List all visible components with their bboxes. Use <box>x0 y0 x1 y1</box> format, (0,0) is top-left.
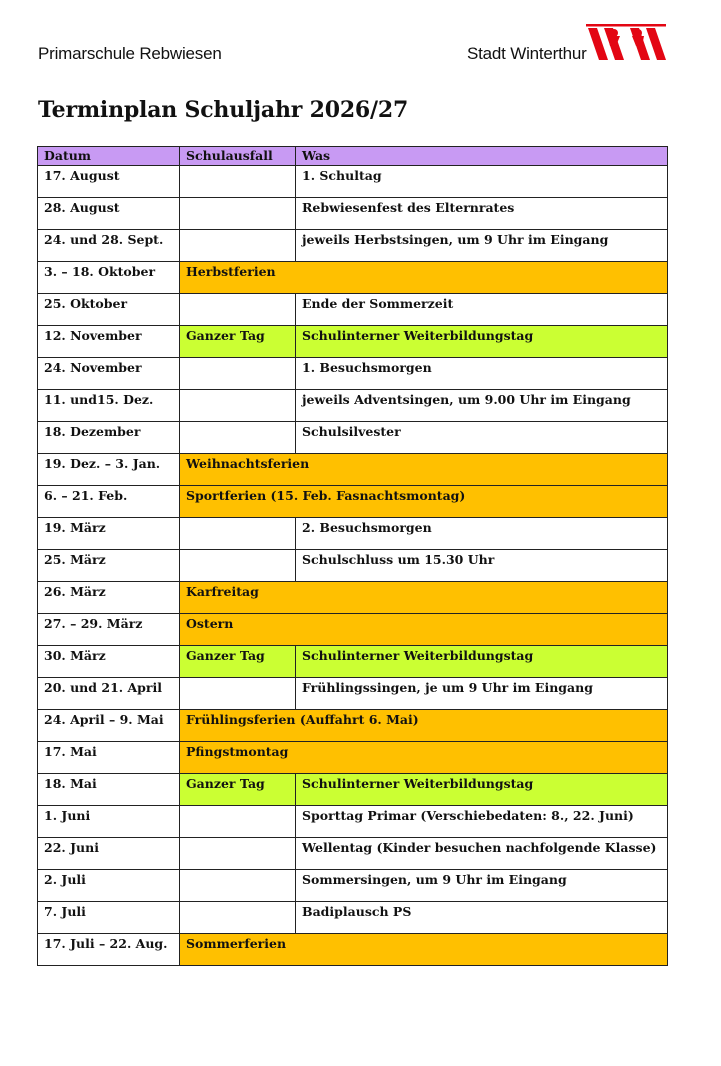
column-header-datum: Datum <box>38 147 180 166</box>
page-title: Terminplan Schuljahr 2026/27 <box>38 97 409 123</box>
cell-datum: 12. November <box>38 326 180 358</box>
column-header-schulausfall: Schulausfall <box>180 147 296 166</box>
cell-was: Frühlingssingen, je um 9 Uhr im Eingang <box>296 678 668 710</box>
table-row <box>38 742 668 774</box>
schedule-table-body <box>38 166 668 966</box>
cell-was: Schulsilvester <box>296 422 668 454</box>
cell-was: jeweils Adventsingen, um 9.00 Uhr im Eingang <box>296 390 668 422</box>
cell-datum: 22. Juni <box>38 838 180 870</box>
cell-schulausfall <box>180 550 296 582</box>
cell-schulausfall <box>180 902 296 934</box>
cell-schulausfall <box>180 518 296 550</box>
table-row <box>38 230 668 262</box>
table-row <box>38 198 668 230</box>
cell-schulausfall <box>180 358 296 390</box>
cell-holiday: Karfreitag <box>180 582 668 614</box>
cell-datum: 18. Mai <box>38 774 180 806</box>
cell-holiday: Frühlingsferien (Auffahrt 6. Mai) <box>180 710 668 742</box>
table-row <box>38 358 668 390</box>
cell-was: 1. Besuchsmorgen <box>296 358 668 390</box>
table-row <box>38 678 668 710</box>
table-row <box>38 422 668 454</box>
cell-was: jeweils Herbstsingen, um 9 Uhr im Eingang <box>296 230 668 262</box>
cell-schulausfall <box>180 678 296 710</box>
cell-schulausfall <box>180 838 296 870</box>
cell-datum: 3. – 18. Oktober <box>38 262 180 294</box>
cell-datum: 20. und 21. April <box>38 678 180 710</box>
cell-schulausfall <box>180 198 296 230</box>
cell-was: Badiplausch PS <box>296 902 668 934</box>
table-row <box>38 294 668 326</box>
cell-schulausfall: Ganzer Tag <box>180 326 296 358</box>
table-row <box>38 838 668 870</box>
table-row <box>38 710 668 742</box>
cell-datum: 19. Dez. – 3. Jan. <box>38 454 180 486</box>
cell-was: Schulinterner Weiterbildungstag <box>296 326 668 358</box>
cell-holiday: Weihnachtsferien <box>180 454 668 486</box>
cell-datum: 24. April – 9. Mai <box>38 710 180 742</box>
cell-schulausfall: Ganzer Tag <box>180 774 296 806</box>
table-row <box>38 774 668 806</box>
table-row <box>38 902 668 934</box>
cell-datum: 24. und 28. Sept. <box>38 230 180 262</box>
cell-was: Sporttag Primar (Verschiebedaten: 8., 22. Juni) <box>296 806 668 838</box>
cell-datum: 25. Oktober <box>38 294 180 326</box>
table-row <box>38 166 668 198</box>
table-row <box>38 390 668 422</box>
column-header-was: Was <box>296 147 668 166</box>
cell-schulausfall <box>180 422 296 454</box>
table-row <box>38 550 668 582</box>
cell-datum: 7. Juli <box>38 902 180 934</box>
table-row <box>38 486 668 518</box>
cell-schulausfall <box>180 294 296 326</box>
cell-datum: 30. März <box>38 646 180 678</box>
cell-datum: 28. August <box>38 198 180 230</box>
cell-schulausfall <box>180 806 296 838</box>
table-row <box>38 614 668 646</box>
cell-was: Ende der Sommerzeit <box>296 294 668 326</box>
table-row <box>38 454 668 486</box>
table-header-row <box>38 147 668 166</box>
cell-datum: 26. März <box>38 582 180 614</box>
cell-holiday: Sommerferien <box>180 934 668 966</box>
cell-datum: 18. Dezember <box>38 422 180 454</box>
cell-datum: 2. Juli <box>38 870 180 902</box>
cell-datum: 1. Juni <box>38 806 180 838</box>
cell-datum: 25. März <box>38 550 180 582</box>
cell-schulausfall: Ganzer Tag <box>180 646 296 678</box>
cell-schulausfall <box>180 166 296 198</box>
table-row <box>38 870 668 902</box>
table-row <box>38 326 668 358</box>
table-row <box>38 582 668 614</box>
cell-datum: 19. März <box>38 518 180 550</box>
table-row <box>38 646 668 678</box>
cell-datum: 17. August <box>38 166 180 198</box>
school-name: Primarschule Rebwiesen <box>38 44 222 63</box>
cell-was: Sommersingen, um 9 Uhr im Eingang <box>296 870 668 902</box>
cell-was: Schulschluss um 15.30 Uhr <box>296 550 668 582</box>
cell-datum: 17. Mai <box>38 742 180 774</box>
cell-datum: 11. und15. Dez. <box>38 390 180 422</box>
winterthur-logo-icon <box>586 24 666 62</box>
cell-holiday: Ostern <box>180 614 668 646</box>
cell-schulausfall <box>180 870 296 902</box>
cell-was: 1. Schultag <box>296 166 668 198</box>
cell-was: Wellentag (Kinder besuchen nachfolgende Klasse) <box>296 838 668 870</box>
table-row <box>38 806 668 838</box>
table-row <box>38 518 668 550</box>
table-row <box>38 934 668 966</box>
cell-datum: 6. – 21. Feb. <box>38 486 180 518</box>
table-row <box>38 262 668 294</box>
city-name: Stadt Winterthur <box>467 44 587 63</box>
cell-datum: 17. Juli – 22. Aug. <box>38 934 180 966</box>
cell-was: Rebwiesenfest des Elternrates <box>296 198 668 230</box>
cell-was: Schulinterner Weiterbildungstag <box>296 646 668 678</box>
cell-schulausfall <box>180 390 296 422</box>
cell-holiday: Pfingstmontag <box>180 742 668 774</box>
cell-datum: 24. November <box>38 358 180 390</box>
cell-datum: 27. – 29. März <box>38 614 180 646</box>
cell-holiday: Sportferien (15. Feb. Fasnachtsmontag) <box>180 486 668 518</box>
cell-schulausfall <box>180 230 296 262</box>
cell-was: Schulinterner Weiterbildungstag <box>296 774 668 806</box>
cell-was: 2. Besuchsmorgen <box>296 518 668 550</box>
schedule-table <box>37 146 668 966</box>
cell-holiday: Herbstferien <box>180 262 668 294</box>
